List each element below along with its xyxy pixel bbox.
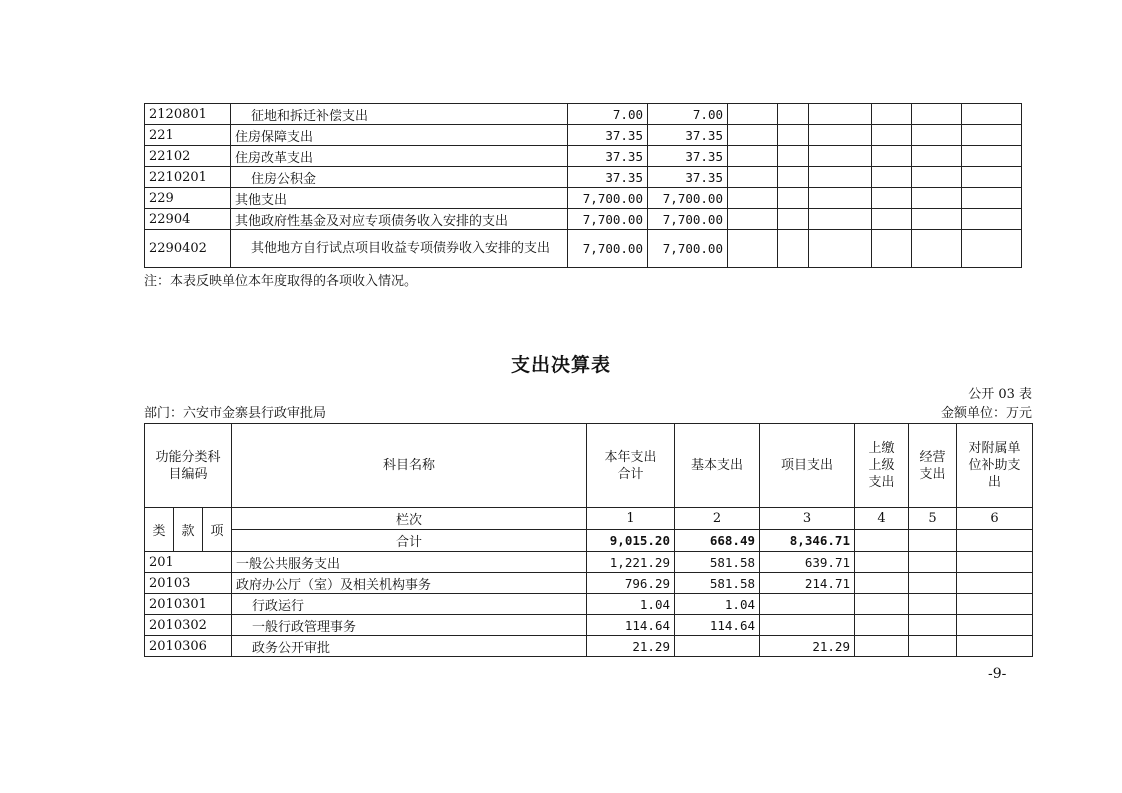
empty-cell [909,636,957,657]
col-number-5: 5 [909,508,957,530]
empty-cell [872,167,912,188]
empty-cell [872,188,912,209]
income-table-continuation [144,103,1022,268]
amount-sub: 7,700.00 [648,230,728,268]
subject-code: 2010301 [145,594,232,615]
empty-cell [872,209,912,230]
empty-cell [909,615,957,636]
table-row [145,188,1022,209]
empty-cell [778,146,809,167]
table-row [145,552,1033,573]
amount-total: 114.64 [587,615,675,636]
empty-cell [809,209,872,230]
empty-cell [909,573,957,594]
header-xiang: 项 [203,508,232,552]
subject-name: 一般行政管理事务 [232,615,587,636]
sum-row [145,530,1033,552]
subject-name: 其他支出 [231,188,568,209]
empty-cell [809,146,872,167]
lanci-label: 栏次 [232,508,587,530]
empty-cell [962,146,1022,167]
amount-total: 7,700.00 [568,188,648,209]
amount-basic: 581.58 [675,552,760,573]
subject-code: 2010306 [145,636,232,657]
header-lei: 类 [145,508,174,552]
empty-cell [912,104,962,125]
empty-cell [778,167,809,188]
empty-cell [957,636,1033,657]
empty-cell [809,104,872,125]
amount-sub: 37.35 [648,125,728,146]
table-row [145,594,1033,615]
table-row [145,125,1022,146]
sum-project: 8,346.71 [760,530,855,552]
subject-name: 政府办公厅（室）及相关机构事务 [232,573,587,594]
empty-cell [957,594,1033,615]
department-label: 部门：六安市金寨县行政审批局 [144,406,327,421]
amount-total: 37.35 [568,146,648,167]
empty-cell [728,125,778,146]
empty-cell [912,125,962,146]
table-row [145,209,1022,230]
empty-cell [728,188,778,209]
subject-code: 221 [145,125,231,146]
empty-cell [809,167,872,188]
empty-cell [957,615,1033,636]
amount-sub: 37.35 [648,146,728,167]
col-number-6: 6 [957,508,1033,530]
subject-name: 住房改革支出 [231,146,568,167]
amount-project: 21.29 [760,636,855,657]
table-number: 公开 03 表 [968,387,1032,402]
col-number-1: 1 [587,508,675,530]
subject-name: 其他政府性基金及对应专项债务收入安排的支出 [231,209,568,230]
subject-name: 住房公积金 [231,167,568,188]
empty-cell [912,230,962,268]
amount-basic: 581.58 [675,573,760,594]
header-upper: 上缴上级支出 [855,424,909,508]
subheader-row [145,508,1033,530]
col-number-4: 4 [855,508,909,530]
subject-name: 一般公共服务支出 [232,552,587,573]
amount-total: 21.29 [587,636,675,657]
empty-cell [912,146,962,167]
amount-sub: 7.00 [648,104,728,125]
empty-cell [872,104,912,125]
empty-cell [912,188,962,209]
subject-code: 229 [145,188,231,209]
page-title: 支出决算表 [510,354,611,376]
amount-project: 639.71 [760,552,855,573]
empty-cell [855,615,909,636]
subject-code: 22102 [145,146,231,167]
header-project: 项目支出 [760,424,855,508]
header-code: 功能分类科目编码 [145,424,232,508]
amount-total: 7.00 [568,104,648,125]
sum-total: 9,015.20 [587,530,675,552]
col-number-3: 3 [760,508,855,530]
empty-cell [855,636,909,657]
empty-cell [962,104,1022,125]
amount-project [760,615,855,636]
empty-cell [872,230,912,268]
page-number: -9- [988,666,1007,682]
empty-cell [778,209,809,230]
subject-name: 征地和拆迁补偿支出 [231,104,568,125]
empty-cell [778,104,809,125]
empty-cell [912,209,962,230]
table-row [145,146,1022,167]
empty-cell [855,594,909,615]
empty-cell [962,230,1022,268]
table-row [145,615,1033,636]
empty-cell [778,125,809,146]
expenditure-table [144,423,1033,657]
sum-basic: 668.49 [675,530,760,552]
empty-cell [728,104,778,125]
amount-project: 214.71 [760,573,855,594]
table-row [145,167,1022,188]
subject-name: 行政运行 [232,594,587,615]
header-business: 经营支出 [909,424,957,508]
header-subsidy: 对附属单位补助支出 [957,424,1033,508]
table-row [145,230,1022,268]
header-row [145,424,1033,508]
empty-cell [778,188,809,209]
empty-cell [809,125,872,146]
empty-cell [912,167,962,188]
amount-sub: 7,700.00 [648,209,728,230]
empty-cell [872,146,912,167]
empty-cell [778,230,809,268]
empty-cell [809,188,872,209]
empty-cell [909,552,957,573]
header-total: 本年支出合计 [587,424,675,508]
amount-basic: 114.64 [675,615,760,636]
amount-total: 796.29 [587,573,675,594]
header-name: 科目名称 [232,424,587,508]
subject-code: 2010302 [145,615,232,636]
amount-basic: 1.04 [675,594,760,615]
empty-cell [728,230,778,268]
empty-cell [872,125,912,146]
empty-cell [809,230,872,268]
amount-unit-label: 金额单位：万元 [940,406,1032,421]
col-number-2: 2 [675,508,760,530]
subject-code: 20103 [145,573,232,594]
amount-total: 7,700.00 [568,230,648,268]
header-basic: 基本支出 [675,424,760,508]
amount-basic [675,636,760,657]
subject-name: 其他地方自行试点项目收益专项债券收入安排的支出 [231,230,568,268]
amount-total: 37.35 [568,167,648,188]
sum-label: 合计 [232,530,587,552]
amount-total: 1.04 [587,594,675,615]
amount-total: 7,700.00 [568,209,648,230]
amount-sub: 37.35 [648,167,728,188]
empty-cell [728,167,778,188]
empty-cell [855,552,909,573]
subject-code: 201 [145,552,232,573]
empty-cell [957,552,1033,573]
table-row [145,636,1033,657]
header-kuan: 款 [174,508,203,552]
subject-name: 住房保障支出 [231,125,568,146]
subject-code: 2120801 [145,104,231,125]
empty-cell [855,573,909,594]
empty-cell [962,209,1022,230]
subject-code: 22904 [145,209,231,230]
empty-cell [962,188,1022,209]
empty-cell [728,209,778,230]
amount-sub: 7,700.00 [648,188,728,209]
amount-project [760,594,855,615]
subject-code: 2210201 [145,167,231,188]
empty-cell [962,167,1022,188]
subject-name: 政务公开审批 [232,636,587,657]
empty-cell [909,594,957,615]
amount-total: 1,221.29 [587,552,675,573]
table-row [145,573,1033,594]
subject-code: 2290402 [145,230,231,268]
empty-cell [728,146,778,167]
table-row [145,104,1022,125]
amount-total: 37.35 [568,125,648,146]
empty-cell [962,125,1022,146]
empty-cell [957,573,1033,594]
income-table-note: 注：本表反映单位本年度取得的各项收入情况。 [144,274,418,289]
